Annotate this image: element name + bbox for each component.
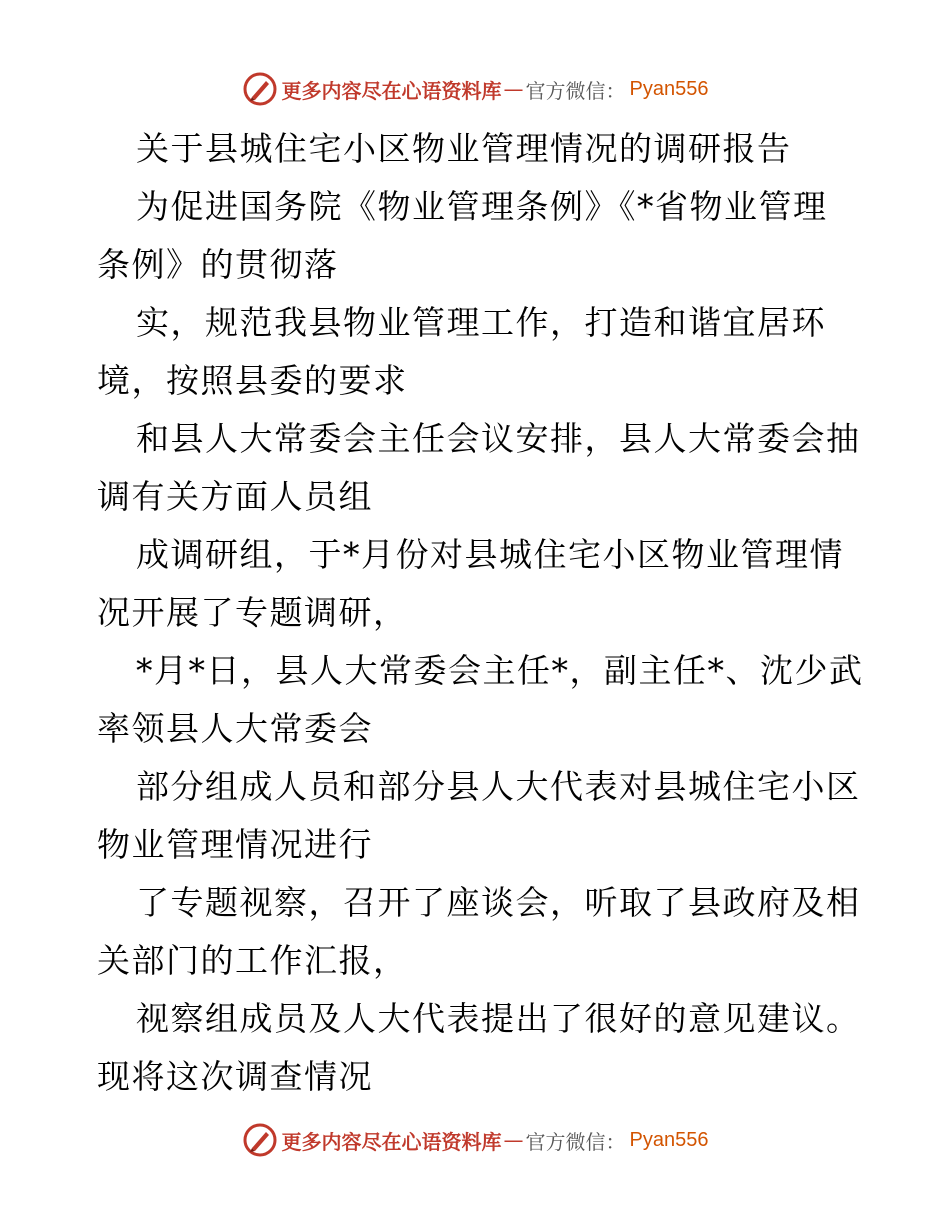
- document-title: 关于县城住宅小区物业管理情况的调研报告: [136, 129, 792, 168]
- paragraph-line: 率领县人大常委会: [97, 709, 373, 748]
- watermark-wechat-id: Pyan556: [629, 77, 709, 100]
- paragraph-line: 境，按照县委的要求: [97, 361, 408, 400]
- paragraph-line: *月*日，县人大常委会主任*，副主任*、沈少武: [136, 651, 864, 690]
- header-watermark: [0, 67, 950, 111]
- paragraph-line: 和县人大常委会主任会议安排，县人大常委会抽: [136, 419, 861, 458]
- paragraph-line: 关部门的工作汇报，: [97, 941, 408, 980]
- pen-logo-icon: [242, 1122, 278, 1158]
- watermark-official-label: 官方微信：: [525, 1129, 626, 1154]
- paragraph-line: 物业管理情况进行: [97, 825, 373, 864]
- paragraph-line: 部分组成人员和部分县人大代表对县城住宅小区: [136, 767, 861, 806]
- paragraph-line: 成调研组，于*月份对县城住宅小区物业管理情: [136, 535, 844, 574]
- watermark-dash: —: [503, 77, 524, 101]
- paragraph-line: 了专题视察，召开了座谈会，听取了县政府及相: [136, 883, 861, 922]
- pen-logo-icon: [242, 71, 278, 107]
- watermark-wechat-id: Pyan556: [629, 1128, 709, 1151]
- paragraph-line: 条例》的贯彻落: [97, 245, 339, 284]
- paragraph-line: 现将这次调查情况: [97, 1057, 373, 1096]
- footer-watermark: [0, 1118, 950, 1162]
- watermark-official-label: 官方微信：: [525, 78, 626, 103]
- paragraph-line: 况开展了专题调研，: [97, 593, 408, 632]
- watermark-main-text: 更多内容尽在心语资料库: [281, 1129, 502, 1154]
- paragraph-line: 实，规范我县物业管理工作，打造和谐宜居环: [136, 303, 826, 342]
- document-body: [97, 120, 864, 1106]
- watermark-main-text: 更多内容尽在心语资料库: [281, 78, 502, 103]
- watermark-dash: —: [503, 1128, 524, 1152]
- paragraph-line: 为促进国务院《物业管理条例》《*省物业管理: [136, 187, 828, 226]
- paragraph-line: 视察组成员及人大代表提出了很好的意见建议。: [136, 999, 861, 1038]
- paragraph-line: 调有关方面人员组: [97, 477, 373, 516]
